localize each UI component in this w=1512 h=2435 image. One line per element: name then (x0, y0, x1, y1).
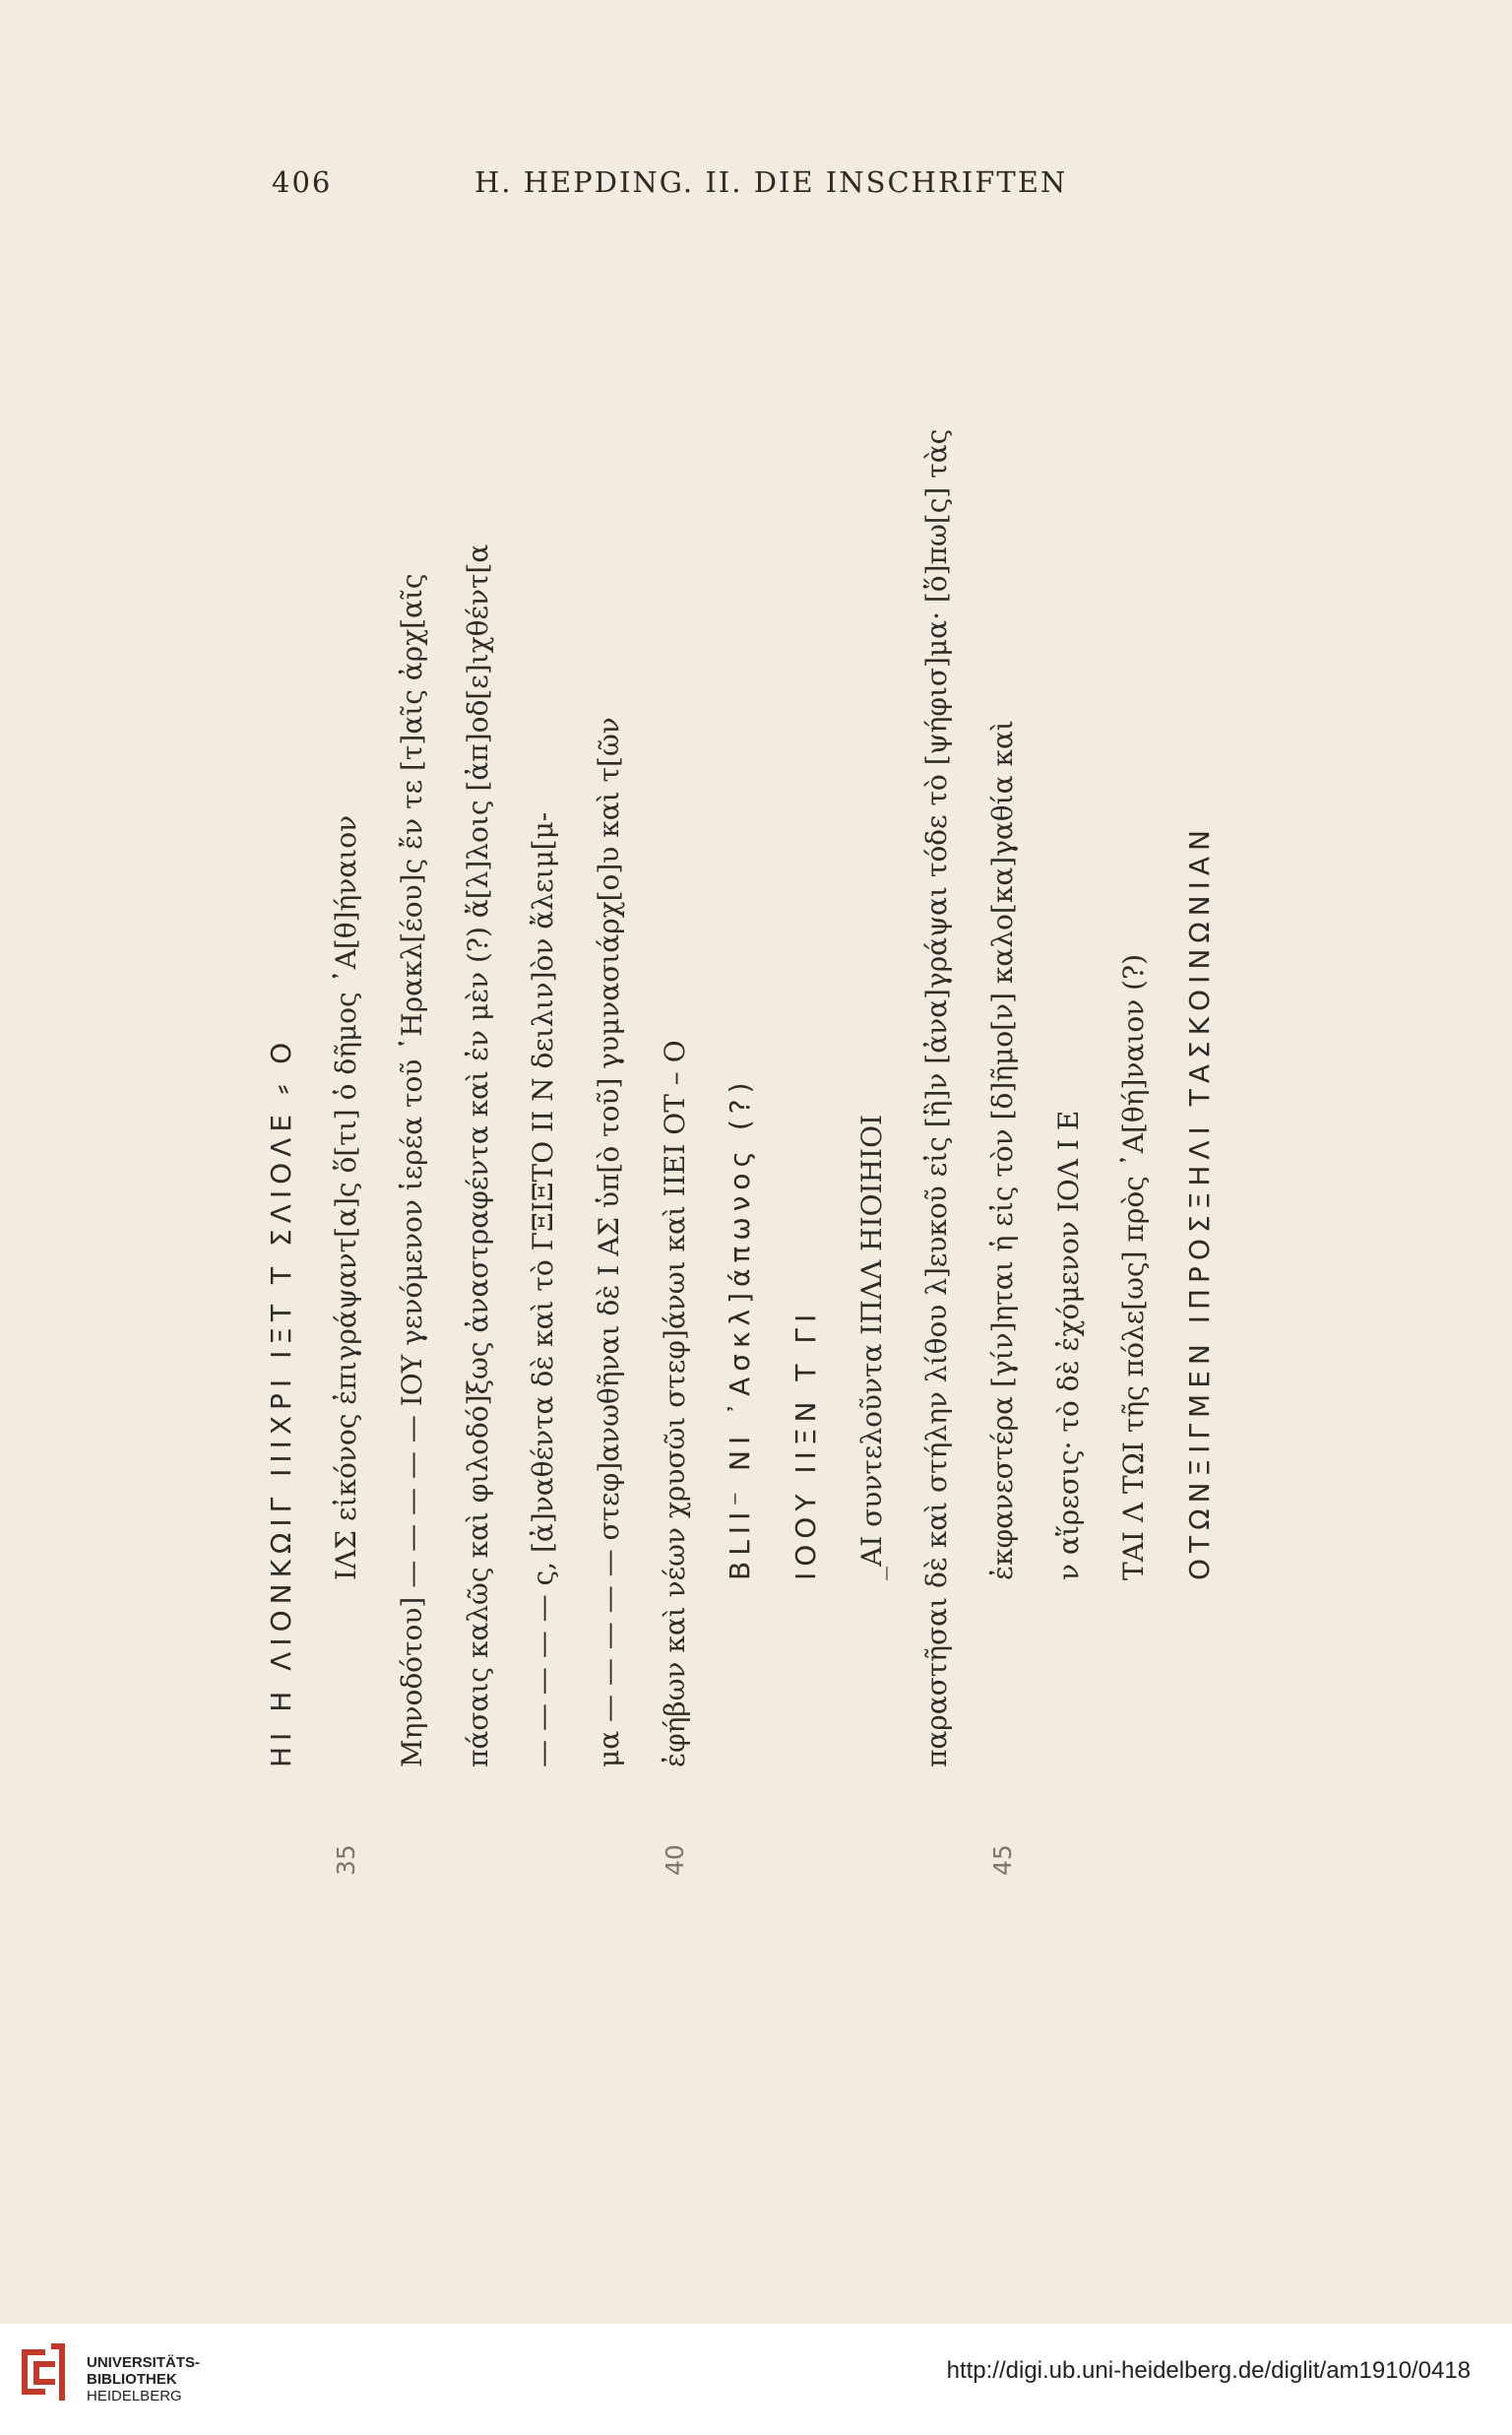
line-number: 40 (660, 1844, 689, 1876)
inscription-line (457, 281, 498, 1876)
line-text: ἐφήβων καὶ νέων χρυσῶι στεφ]άνωι καὶ ΙΙΕΙ ΟΤ – Ο (658, 1040, 691, 1767)
inscription-line (654, 281, 695, 1876)
line-number: 45 (987, 1844, 1017, 1876)
inscription-line (260, 281, 301, 1876)
inscription-line (981, 281, 1023, 1876)
page-number: 406 (272, 165, 333, 199)
line-text: πάσαις καλῶς καὶ φιλοδό]ξως ἀναστραφέντα καὶ ἐν μὲν (?) ἄ[λ]λοις [ἀπ]οδ[ε]ιχθέντ[α (461, 544, 494, 1767)
line-text: ΙΛΣ εἰκόνος ἐπιγράψαντ[α]ς ὅ[τι] ὁ δῆμος ᾿Α[θ]ήναιον (330, 814, 363, 1580)
inscription-block (252, 281, 1236, 1876)
line-text: ΟΤΩΝΞΙΓΜΕΝ ΙΠΡΟΣΞΗΛΙ ΤΑΣΚΟΙΝΩΝΙΑΝ (1182, 824, 1216, 1580)
line-text: ν αἵρεσις· τὸ δὲ ἐχόμενον ΙΟΛ Ι Ε (1051, 1110, 1085, 1580)
library-name-line1: UNIVERSITÄTS- (87, 2354, 201, 2371)
library-name-line3: HEIDELBERG (87, 2388, 182, 2404)
line-text: ἐκφανεστέρα [γίν]ηται ἡ εἰς τὸν [δ]ῆμο[ν] καλο[κα]γαθία καὶ (985, 720, 1019, 1580)
library-logo-icon (16, 2341, 71, 2403)
line-text: ΤΑΙ Λ ΤΩΙ τῆς πόλε[ως] πρὸς ᾿Α[θή]ναιον (?) (1117, 953, 1151, 1580)
line-text: ΗΙ Η ΛΙΟΝΚΩΙΓ ΙΙΙΧΡΙ ΙΞΤ Τ ΣΛΙΟΛΕ ⸗ Ο (264, 1036, 297, 1767)
inscription-line (850, 281, 892, 1876)
library-name (87, 2354, 200, 2404)
inscription-line (1113, 281, 1155, 1876)
line-text: ΙΟΟΥ ΙΙΞΝ Τ ΓΙ (788, 1308, 822, 1580)
inscription-line (916, 281, 958, 1876)
page-header (268, 165, 1114, 205)
line-text: Μηνοδότου] — — — — — ΙΟΥ γενόμενον ἱερέα τοῦ ῾Ηρακλ[έου]ς ἔν τε [τ]αῖς ἀρχ[αῖς (395, 573, 428, 1767)
line-text: ΒLΙΙ⁻ ΝΙ ᾿Ασκλ]άπωνος (?) (724, 1076, 757, 1580)
line-text: παραστῆσαι δὲ καὶ στήλην λίθου λ]ευκοῦ εἰς [ἣ]ν [ἀνα]γράψαι τόδε τὸ [ψήφισ]μα· [ὅ]πω[ς] τὰς (920, 428, 954, 1767)
inscription-line (1178, 281, 1220, 1876)
line-text: μα — — — — — στεφ]ανωθῆναι δὲ Ι ΑΣ ὑπ[ὸ τοῦ] γυμνασιάρχ[ο]υ καὶ τ[ῶν (592, 717, 625, 1767)
line-number: 35 (332, 1844, 361, 1876)
inscription-line (391, 281, 432, 1876)
line-text: _ΑΙ συντελοῦντα ΙΠΛΛ ΗΙΟΙΗΙΟΙ (854, 1114, 888, 1580)
inscription-line (785, 281, 826, 1876)
inscription-line (1047, 281, 1089, 1876)
source-url-link[interactable]: http://digi.ub.uni-heidelberg.de/diglit/am1910/0418 (946, 2357, 1471, 2384)
inscription-line (588, 281, 629, 1876)
inscription-line (326, 281, 367, 1876)
running-title: H. HEPDING. II. DIE INSCHRIFTEN (474, 165, 1068, 199)
inscription-line (720, 281, 761, 1876)
inscription-rotated (252, 281, 1236, 1876)
inscription-line (523, 281, 564, 1876)
library-name-line2: BIBLIOTHEK (87, 2371, 177, 2388)
line-text: — — — — — ς, [ἀ]ναθέντα δὲ καὶ τὸ ΓΞΙΞΤΟ ΙΙ Ν δειλιν]ὸν ἄλειμ[μ- (527, 811, 560, 1767)
